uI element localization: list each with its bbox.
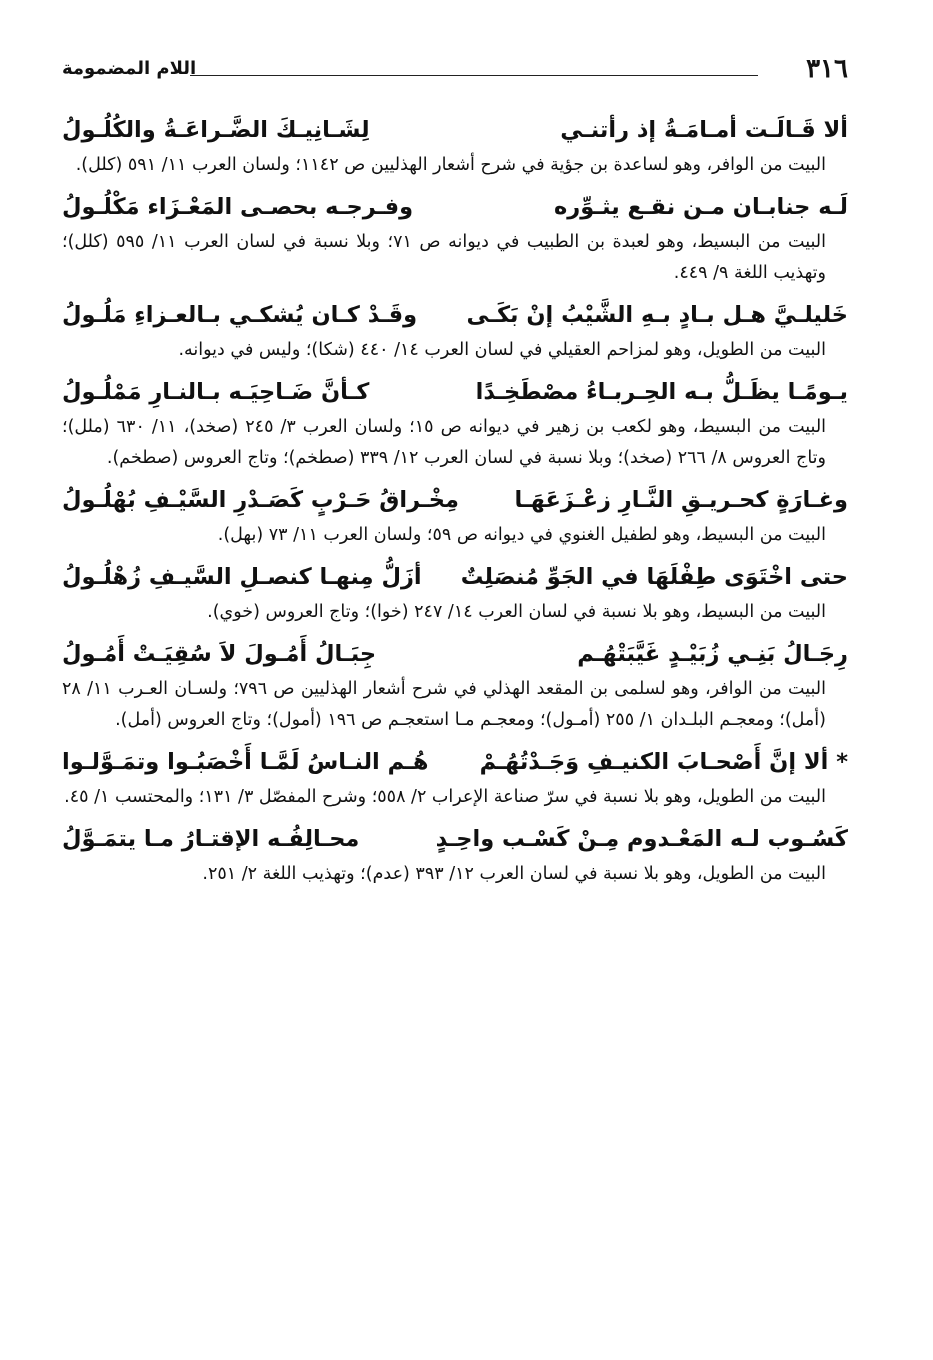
verse-first-hemistich: يـومًـا يظَـلُّ بـه الحِـربـاءُ مصْطَخِـدًا	[475, 379, 848, 405]
verse-entry	[62, 480, 848, 551]
verse-note: البيت من الطويل، وهو لمزاحم العقيلي في لسان العرب ١٤/ ٤٤٠ (شكا)؛ وليس في ديوانه.	[178, 340, 826, 360]
verse-line	[62, 110, 848, 150]
verse-line	[62, 480, 848, 520]
verse-first-hemistich: كَسُـوب لـه المَعْـدوم مِـنْ كَسْـب واحِـدٍ	[435, 826, 848, 852]
verse-line	[62, 742, 848, 782]
verse-first-hemistich: حتى اخْتَوَى طِفْلَهَا في الجَوِّ مُنصَلِتٌ	[460, 564, 848, 590]
verse-first-hemistich: لَـه جنابـان مـن نقـع يثـوِّره	[554, 194, 848, 220]
verse-first-hemistich: * ألا إنَّ أَصْحـابَ الكنيـفِ وَجَـدْتُهُـمْ	[479, 749, 848, 775]
verse-first-hemistich: رِجَـالُ بَنِـي زُبَيْـدٍ غَيَّبَتْهُـم	[577, 641, 848, 667]
verse-line	[62, 557, 848, 597]
verse-line	[62, 187, 848, 227]
verse-line	[62, 819, 848, 859]
book-page	[62, 52, 848, 1342]
verse-line	[62, 634, 848, 674]
verse-second-hemistich: هُـم النـاسُ لَمَّـا أَخْصَبُـوا وتمَـوَّلـوا	[62, 749, 429, 775]
verse-second-hemistich: مِخْـراقُ حَـرْبٍ كَصَـدْرِ السَّيْـفِ بُهْلُـولُ	[62, 487, 459, 513]
verse-second-hemistich: جِبَـالُ أَمُـولَ لاَ سُقِيَـتْ أَمُـولُ	[62, 641, 377, 667]
verse-note: البيت من البسيط، وهو لكعب بن زهير في ديوانه ص ١٥؛ ولسان العرب ٣/ ٢٤٥ (صخد)، ١١/ ٦٣٠ (ملل)؛ وتاج العروس ٨/ ٢٦٦ (صخد)؛ وبلا نسبة في لسان العرب ١٢/ ٣٣٩ (صطخم)؛ وتاج العروس (صطخم).	[62, 417, 827, 468]
verse-second-hemistich: محـالِفُـه الإقتـارُ مـا يتمَـوَّلُ	[62, 826, 360, 852]
verse-second-hemistich: كـأنَّ ضَـاحِيَـه بـالنـارِ مَمْلُـولُ	[62, 379, 370, 405]
verse-note: البيت من البسيط، وهو لعبدة بن الطبيب في ديوانه ص ٧١؛ وبلا نسبة في لسان العرب ١١/ ٥٩٥ (كلل)؛ وتهذيب اللغة ٩/ ٤٤٩.	[62, 232, 826, 283]
verse-second-hemistich: لِشَـانِيـكَ الضَّـراعَـةُ والكُلُـولُ	[62, 117, 370, 143]
page-header	[62, 52, 848, 88]
verse-note: البيت من البسيط، وهو لطفيل الغنوي في ديوانه ص ٥٩؛ ولسان العرب ١١/ ٧٣ (بهل).	[217, 525, 826, 545]
verse-line	[62, 295, 848, 335]
verse-first-hemistich: ألا قَـالَـت أمـامَـةُ إذ رأتنـي	[560, 117, 848, 143]
page-number: ٣١٦	[806, 54, 848, 84]
verse-entry	[62, 187, 848, 289]
verse-entry	[62, 634, 848, 736]
verse-note: البيت من البسيط، وهو بلا نسبة في لسان العرب ١٤/ ٢٤٧ (خوا)؛ وتاج العروس (خوي).	[207, 602, 826, 622]
running-title: اللام المضمومة	[62, 58, 197, 79]
verse-entry	[62, 372, 848, 474]
verse-first-hemistich: وغـارَةٍ كحـريـقِ النَّـارِ زعْـزَعَهَـا	[514, 487, 848, 513]
verse-entry	[62, 557, 848, 628]
verse-entry	[62, 295, 848, 366]
verse-first-hemistich: خَليلـيَّ هـل بـادٍ بـهِ الشَّيْبُ إنْ بَكَـى	[466, 302, 848, 328]
verse-second-hemistich: وفـرجـه بحصـى المَعْـزَاء مَكْلُـولُ	[62, 194, 414, 220]
verse-note: البيت من الوافر، وهو لساعدة بن جؤية في شرح أشعار الهذليين ص ١١٤٢؛ ولسان العرب ١١/ ٥٩١ (كلل).	[75, 155, 826, 175]
verse-line	[62, 372, 848, 412]
verse-note: البيت من الوافر، وهو لسلمى بن المقعد الهذلي في شرح أشعار الهذليين ص ٧٩٦؛ ولسـان العـرب ١١/ ٢٨ (أمل)؛ ومعجـم البلـدان ١/ ٢٥٥ (أمـول)؛ ومعجـم مـا استعجـم ص ١٩٦ (أمول)؛ وتاج العروس (أمل).	[62, 679, 826, 730]
verse-second-hemistich: وقَـدْ كـان يُشكـي بـالعـزاءِ مَلُـولُ	[62, 302, 418, 328]
verse-note: البيت من الطويل، وهو بلا نسبة في لسان العرب ١٢/ ٣٩٣ (عدم)؛ وتهذيب اللغة ٢/ ٢٥١.	[202, 864, 826, 884]
verse-second-hemistich: أزَلُّ مِنهـا كنصـلِ السَّيـفِ زُهْلُـولُ	[62, 564, 422, 590]
verse-entry	[62, 742, 848, 813]
verse-entry	[62, 819, 848, 890]
verse-note: البيت من الطويل، وهو بلا نسبة في سرّ صناعة الإعراب ٢/ ٥٥٨؛ وشرح المفصّل ٣/ ١٣١؛ والمحتسب ١/ ٤٥.	[64, 787, 826, 807]
verse-entry	[62, 110, 848, 181]
header-rule	[190, 75, 758, 76]
